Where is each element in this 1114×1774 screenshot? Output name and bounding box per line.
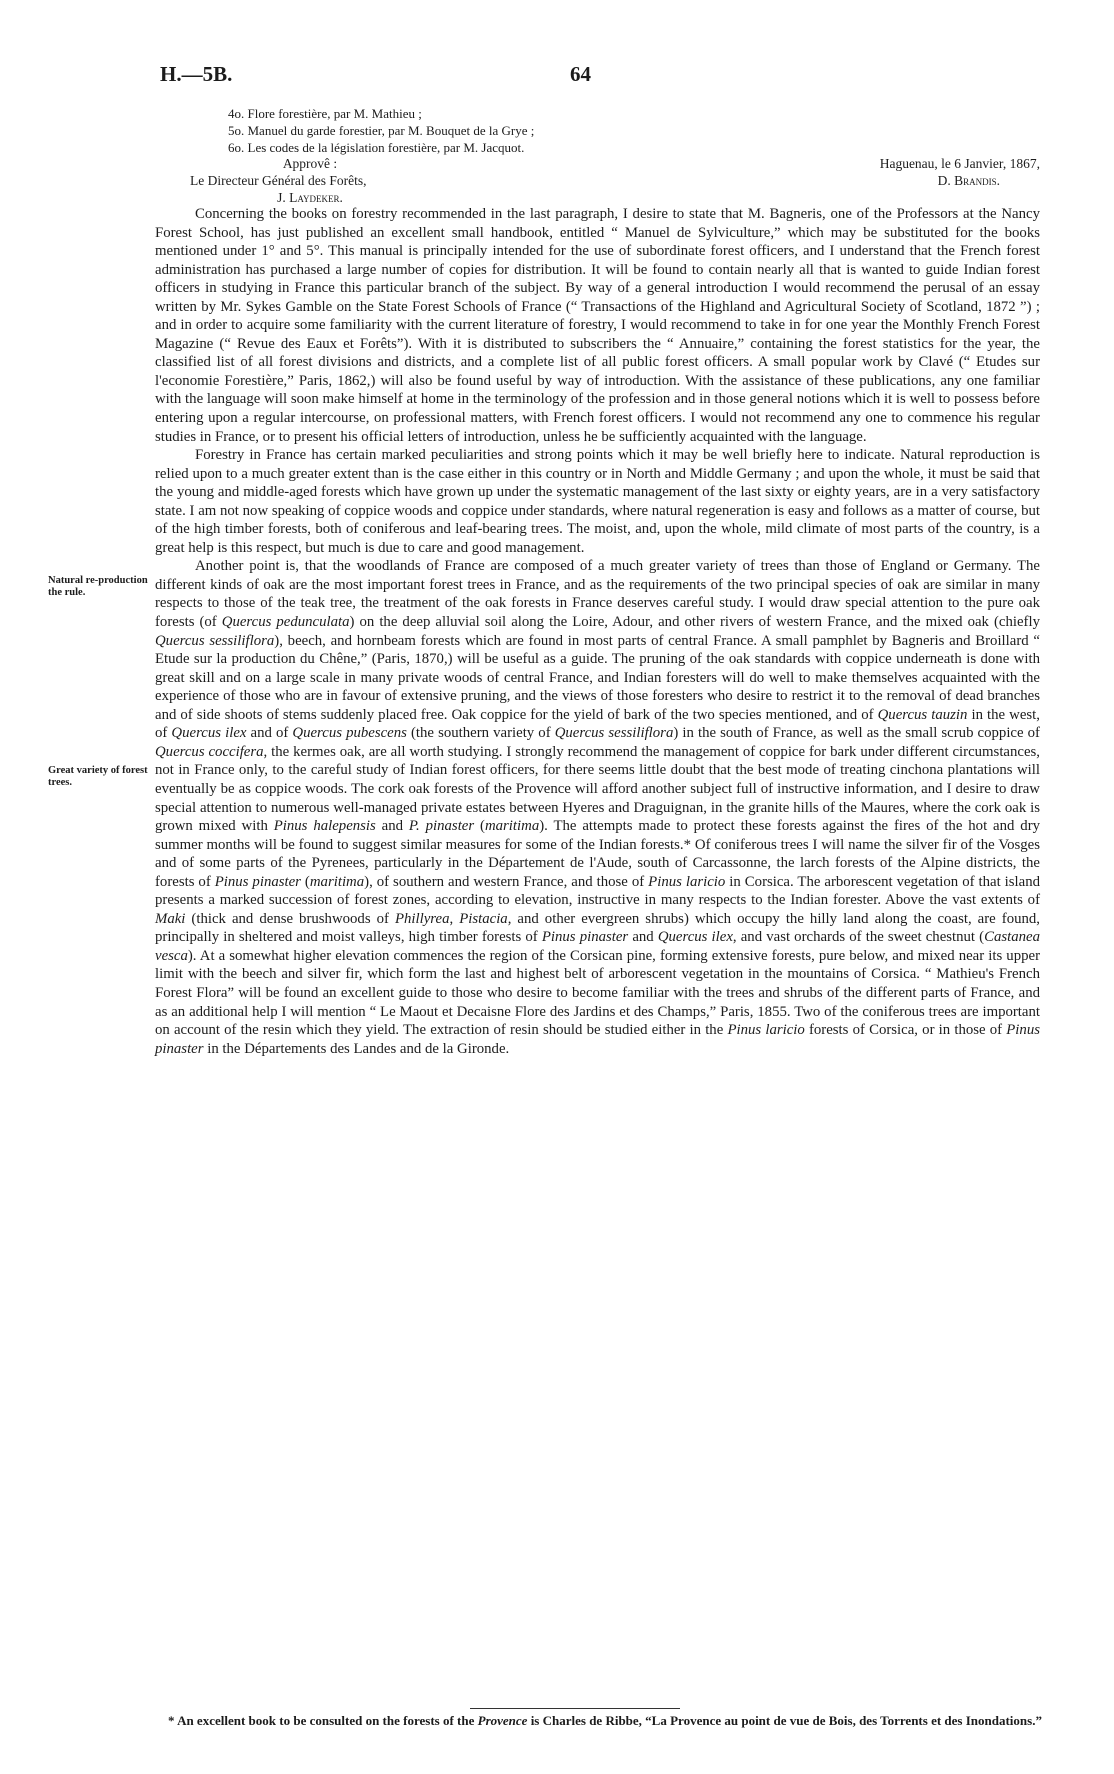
- list-item: 4o. Flore forestière, par M. Mathieu ;: [228, 106, 422, 121]
- paragraph-forest-variety: Another point is, that the woodlands of France are composed of a much greater variety of trees than those of England or Germany. The different kinds of oak are the most important forest trees in France, and as the requirements of the two principal species of oak are similar in many respects to those of the teak tree, the treatment of the oak forests in France deserves careful study. I would draw special attention to the pure oak forests (of Quercus pedunculata) on the deep alluvial soil along the Loire, Adour, and other rivers of western France, and the mixed oak (chiefly Quercus sessiliflora), beech, and hornbeam forests which are found in most parts of central France. A small pamphlet by Bagneris and Broillard “ Etude sur la production du Chêne,” (Paris, 1870,) will be useful as a guide. The pruning of the oak standards with coppice underneath is done with great skill and on a large scale in many private woods of central France, and Indian foresters will do well to make themselves acquainted with the experience of those who are in favour of extensive pruning, and the views of those foresters who desire to restrict it to the removal of dead branches and of side shoots of stems suddenly placed free. Oak coppice for the yield of bark of the two species mentioned, and of Quercus tauzin in the west, of Quercus ilex and of Quercus pubescens (the southern variety of Quercus sessiliflora) in the south of France, as well as the small scrub coppice of Quercus coccifera, the kermes oak, are all worth studying. I strongly recommend the management of coppice for bark under different circumstances, not in France only, to the careful study of Indian forest officers, for there seems little doubt that the best mode of treating cinchona plantations will eventually be as coppice woods. The cork oak forests of the Provence will afford another subject full of instructive information, and I desire to draw special attention to numerous well-managed private estates between Hyeres and Draguignan, in the granite hills of the Maures, where the cork oak is grown mixed with Pinus halepensis and P. pinaster (maritima). The attempts made to protect these forests against the fires of the hot and dry summer months will be found to suggest similar measures for some of the Indian forests.* Of coniferous trees I will name the silver fir of the Vosges and of some parts of the Pyrenees, particularly in the Département de l'Aude, south of Carcassonne, the larch forests of the Alpine districts, the forests of Pinus pinaster (maritima), of southern and western France, and those of Pinus laricio in Corsica. The arborescent vegetation of that island presents a marked succession of forest zones, according to elevation, instructive in many respects to the Indian forester. Above the vast extents of Maki (thick and dense brushwoods of Phillyrea, Pistacia, and other evergreen shrubs) which occupy the hilly land along the coast, are found, principally in sheltered and moist valleys, high timber forests of Pinus pinaster and Quercus ilex, and vast orchards of the sweet chestnut (Castanea vesca). At a somewhat higher elevation commences the region of the Corsican pine, forming extensive forests, pure below, and mixed near its upper limit with the beech and silver fir, which form the last and highest belt of arborescent vegetation in the mountains of Corsica. “ Mathieu's French Forest Flora” will be found an excellent guide to those who desire to become familiar with the trees and shrubs of the different parts of France, and as an additional help I will mention “ Le Maout et Decaisne Flore des Jardins et des Champs,” Paris, 1855. Two of the coniferous trees are important on account of the resin which they yield. The extraction of resin should be studied either in the Pinus laricio forests of Corsica, or in those of Pinus pinaster in the Départements des Landes and de la Gironde.: [155, 558, 1041, 1057]
- signature-approved: [190, 155, 490, 206]
- signature-place-date: [760, 155, 1040, 189]
- margin-note-forest-variety: Great variety of forest trees.: [48, 765, 148, 788]
- page-header: [150, 62, 1040, 92]
- list-item: 6o. Les codes de la législation forestière, par M. Jacquot.: [228, 140, 525, 155]
- margin-note-natural-reproduction: Natural re-production the rule.: [48, 575, 148, 598]
- approved-label: Approvê :: [282, 156, 338, 171]
- footnote-divider: [470, 1708, 680, 1709]
- footnote: * An excellent book to be consulted on the forests of the Provence is Charles de Ribbe, “La Provence au point de vue de Bois, des Torrents et des Inondations.”: [168, 1713, 1042, 1728]
- director-name: J. Laydeker.: [277, 190, 343, 205]
- book-list: [228, 105, 1008, 156]
- director-title: Le Directeur Général des Forêts,: [190, 173, 367, 188]
- page-number: 64: [570, 62, 591, 86]
- paragraph-natural-reproduction: Forestry in France has certain marked peculiarities and strong points which it may be well briefly here to indicate. Natural reproduction is relied upon to a much greater extent than is the case either in this country or in North and Middle Germany ; and upon the whole, it must be said that the young and middle-aged forests which have grown up under the systematic management of the last sixty or eighty years, are in a very satisfactory state. I am not now speaking of coppice woods and coppice under standards, where natural regeneration is easy and follows as a matter of course, but of the high timber forests, both of coniferous and leaf-bearing trees. The moist, and, upon the whole, mild climate of most parts of the country, is a great help is this respect, but much is due to care and good management.: [155, 447, 1040, 556]
- paragraph-books: Concerning the books on forestry recommended in the last paragraph, I desire to state that M. Bagneris, one of the Professors at the Nancy Forest School, has just published an excellent small handbook, entitled “ Manuel de Sylviculture,” which may be substituted for the books mentioned under 1° and 5°. This manual is principally intended for the use of subordinate forest officers, and I understand that the French forest administration has purchased a large number of copies for distribution. It will be found to contain nearly all that is wanted to guide Indian forest officers in studying in France this particular branch of the subject. By way of a general introduction I would recommend the perusal of an essay written by Mr. Sykes Gamble on the State Forest Schools of France (“ Transactions of the Highland and Agricultural Society of Scotland, 1872 ”) ; and in order to acquire some familiarity with the current literature of forestry, I would recommend to take in for one year the Monthly French Forest Magazine (“ Revue des Eaux et Forêts”). With it is distributed to subscribers the “ Annuaire,” containing the forest statistics for the year, the classified list of all forest divisions and districts, and a complete list of all public forest officers. A small popular work by Clavé (“ Etudes sur l'economie Forestière,” Paris, 1862,) will also be found useful by way of introduction. With the assistance of these publications, any one familiar with the language will soon make himself at home in the terminology of the profession and in those general notions which it is well to possess before entering upon a regular intercourse, on professional matters, with French forest officers. I would not recommend any one to commence his regular studies in France, or to present his official letters of introduction, unless he be sufficiently acquainted with the language.: [155, 206, 1040, 445]
- signatory-name: D. Brandis.: [937, 173, 1000, 188]
- list-item: 5o. Manuel du garde forestier, par M. Bouquet de la Grye ;: [228, 123, 535, 138]
- body-text: [155, 205, 1040, 1058]
- place-date: Haguenau, le 6 Janvier, 1867,: [879, 156, 1040, 171]
- document-reference: H.—5B.: [160, 62, 233, 86]
